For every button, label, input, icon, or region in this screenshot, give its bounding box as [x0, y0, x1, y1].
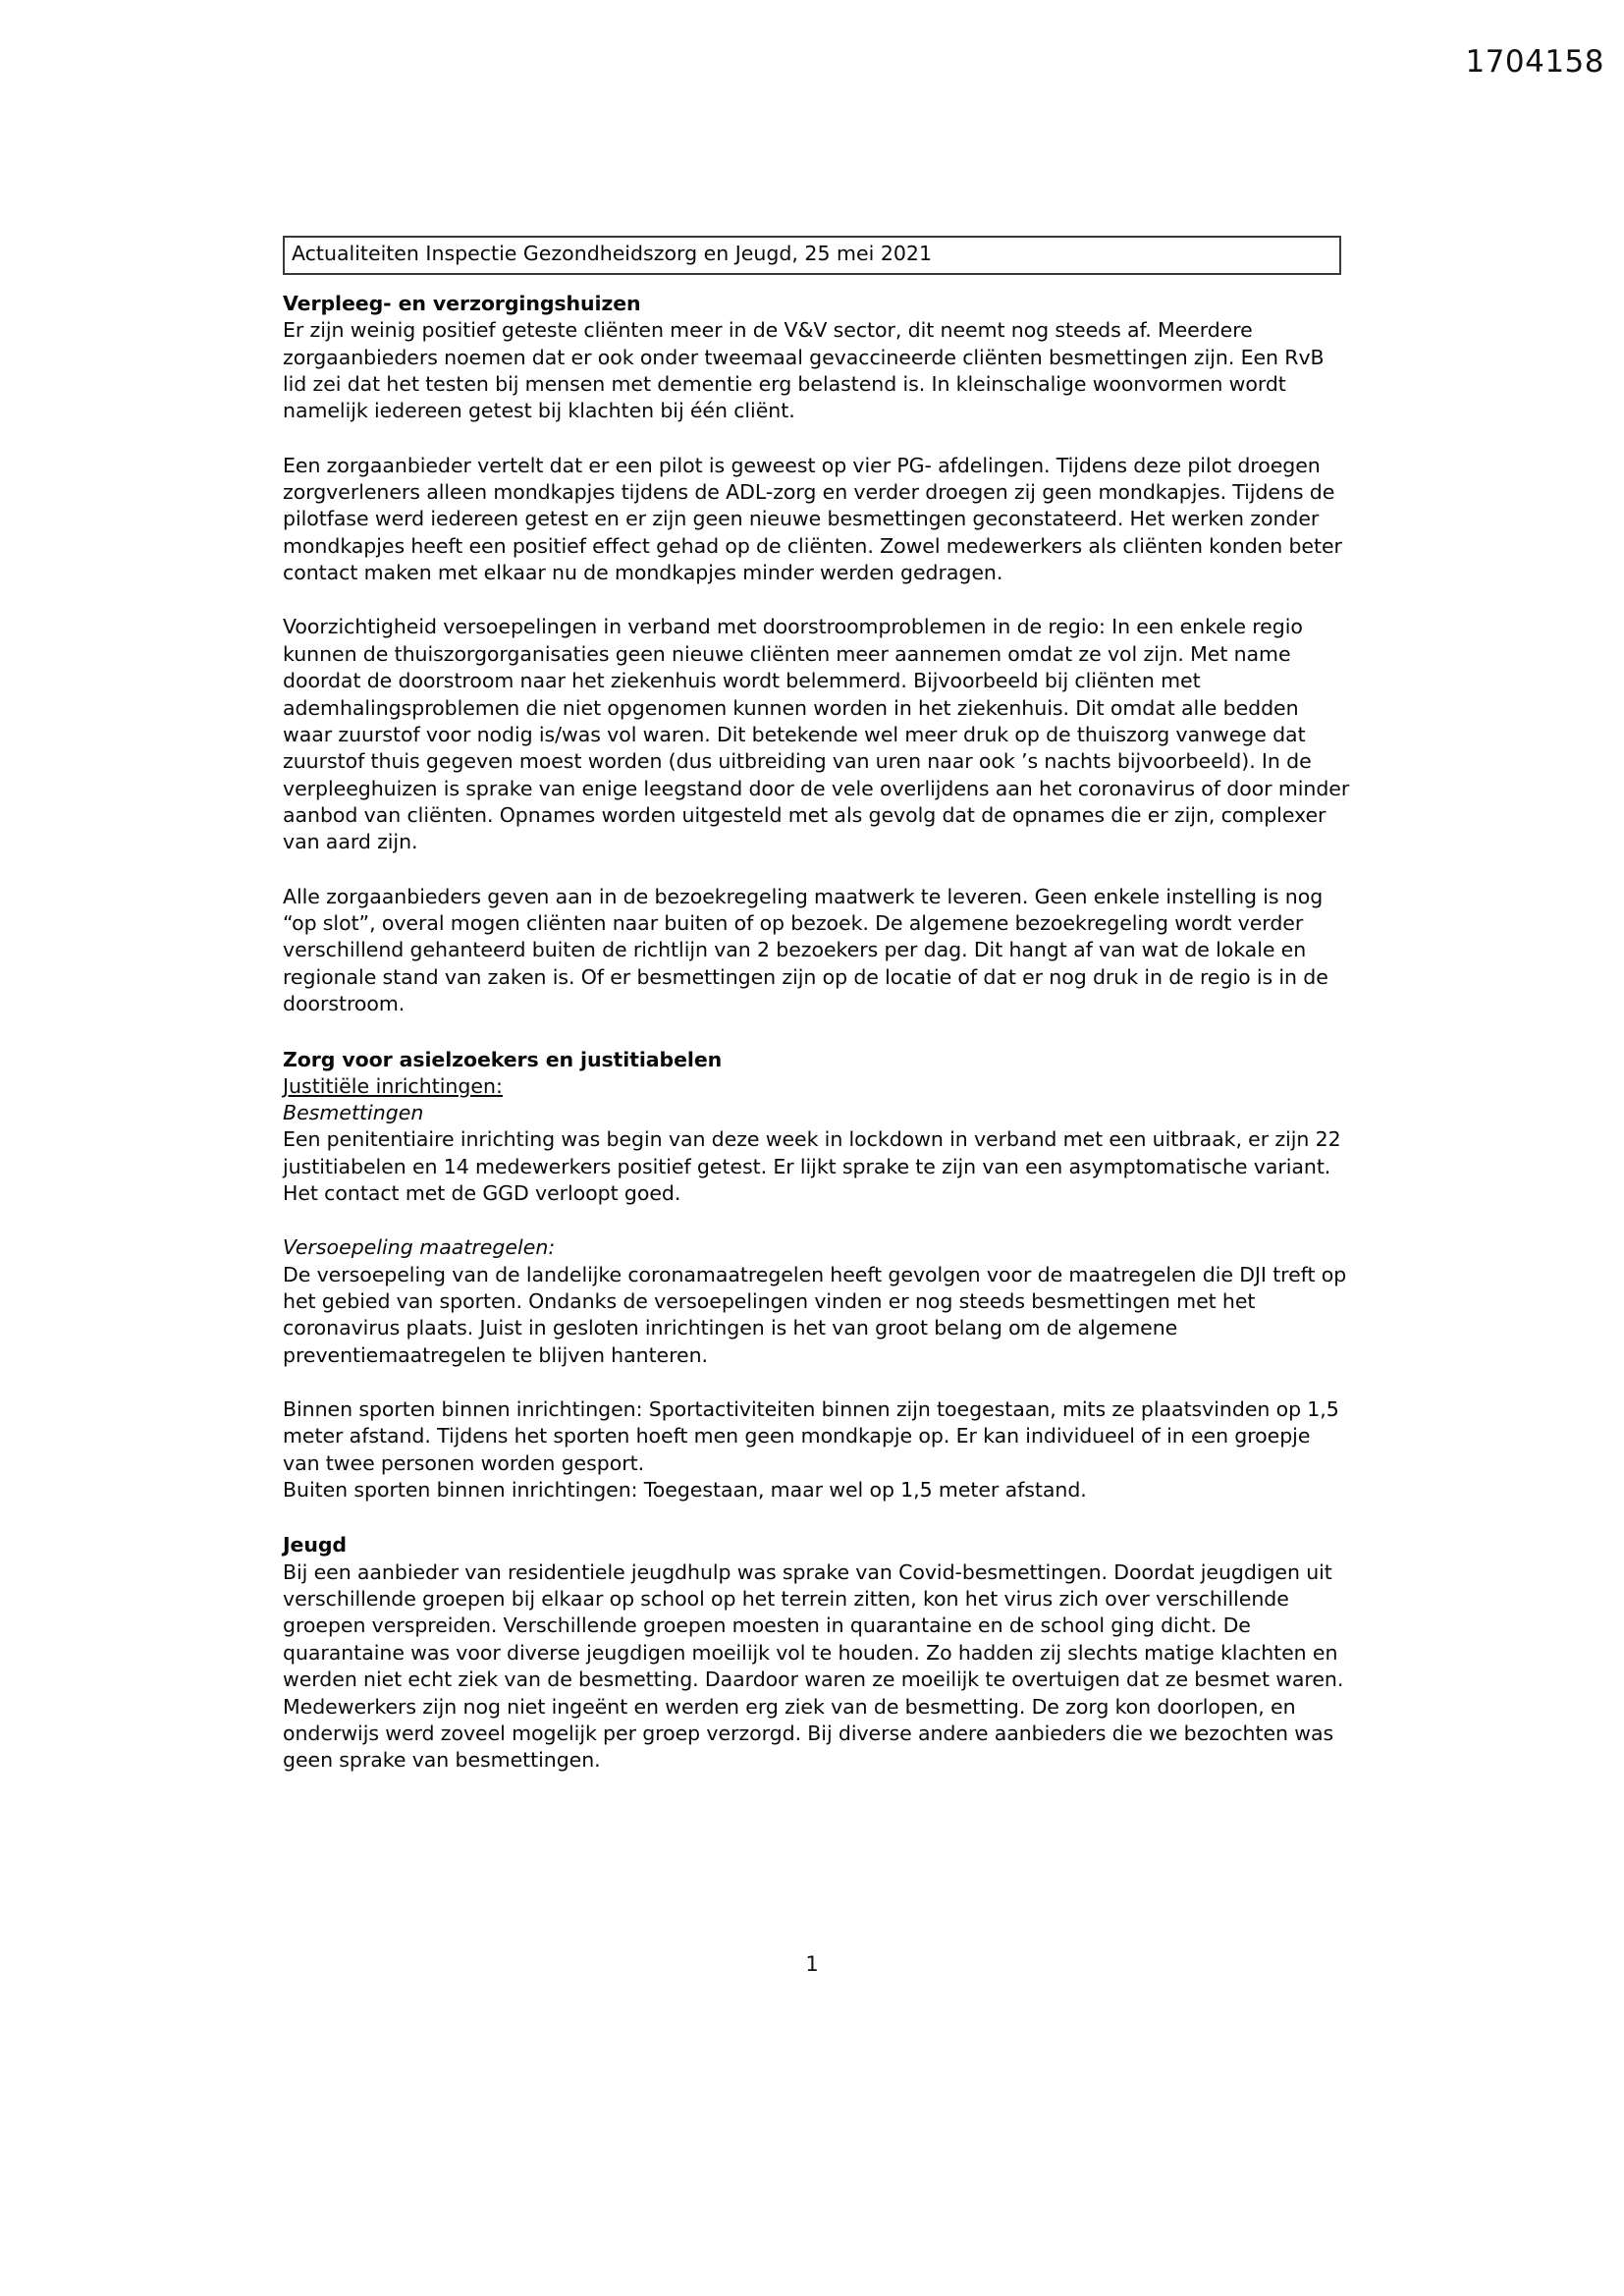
title-box [283, 236, 1341, 275]
paragraph: Binnen sporten binnen inrichtingen: Sportactiviteiten binnen zijn toegestaan, mits ze plaatsvinden op 1,5 meter afstand. Tijdens het sporten hoeft men geen mondkapje op. Er kan individueel of in een groepje van twee personen worden gesport. [283, 1397, 1339, 1475]
subheading-besmettingen: Besmettingen [283, 1101, 424, 1125]
section-heading-verpleeghuizen: Verpleeg- en verzorgingshuizen [283, 292, 641, 315]
paragraph: Buiten sporten binnen inrichtingen: Toegestaan, maar wel op 1,5 meter afstand. [283, 1478, 1087, 1503]
paragraph: Een zorgaanbieder vertelt dat er een pilot is geweest op vier PG- afdelingen. Tijdens deze pilot droegen zorgverleners alleen mondkapjes tijdens de ADL-zorg en verder droegen zij geen mondkapjes. Tijdens de pilotfase werd iedereen getest en er zijn geen nieuwe besmettingen geconstateerd. Het werken zonder mondkapjes heeft een positief effect gehad op de cliënten. Zowel medewerkers als cliënten konden beter contact maken met elkaar nu de mondkapjes minder werden gedragen. [283, 453, 1342, 585]
section-spacer [283, 1018, 1351, 1047]
paragraph-spacer [283, 1207, 1351, 1234]
section-heading-jeugd: Jeugd [283, 1533, 347, 1558]
paragraph: Bij een aanbieder van residentiele jeugdhulp was sprake van Covid-besmettingen. Doordat jeugdigen uit verschillende groepen bij elkaar op school op het terrein zitten, kon het virus zich over verschillende groepen verspreiden. Verschillende groepen moesten in quarantaine en de school ging dicht. De quarantaine was voor diverse jeugdigen moeilijk vol te houden. Zo hadden zij slechts matige klachten en werden niet echt ziek van de besmetting. Daardoor waren ze moeilijk te overtuigen dat ze besmet waren. Medewerkers zijn nog niet ingeënt en werden erg ziek van de besmetting. De zorg kon doorlopen, en onderwijs werd zoveel mogelijk per groep verzorgd. Bij diverse andere aanbieders die we bezochten was geen sprake van besmettingen. [283, 1559, 1344, 1773]
paragraph: Een penitentiaire inrichting was begin van deze week in lockdown in verband met een uitbraak, er zijn 22 justitiabelen en 14 medewerkers positief getest. Er lijkt sprake te zijn van een asymptomatische variant. Het contact met de GGD verloopt goed. [283, 1127, 1341, 1205]
page-number: 1 [805, 1952, 819, 1976]
paragraph: Alle zorgaanbieders geven aan in de bezoekregeling maatwerk te leveren. Geen enkele instelling is nog “op slot”, overal mogen cliënten naar buiten of op bezoek. De algemene bezoekregeling wordt verder verschillend gehanteerd buiten de richtlijn van 2 bezoekers per dag. Dit hangt af van wat de lokale en regionale stand van zaken is. Of er besmettingen zijn op de locatie of dat er nog druk in de regio is in de doorstroom. [283, 884, 1328, 1016]
document-body [283, 291, 1351, 1775]
document-title: Actualiteiten Inspectie Gezondheidszorg en Jeugd, 25 mei 2021 [292, 242, 932, 265]
paragraph-spacer [283, 425, 1351, 453]
paragraph-spacer [283, 1369, 1351, 1396]
section-spacer [283, 1503, 1351, 1532]
paragraph: De versoepeling van de landelijke coronamaatregelen heeft gevolgen voor de maatregelen die DJI treft op het gebied van sporten. Ondanks de versoepelingen vinden er nog steeds besmettingen met het coronavirus plaats. Juist in gesloten inrichtingen is het van groot belang om de algemene preventiemaatregelen te blijven hanteren. [283, 1262, 1347, 1367]
section-heading-asielzoekers: Zorg voor asielzoekers en justitiabelen [283, 1047, 723, 1071]
paragraph-spacer [283, 586, 1351, 614]
subheading-versoepeling-maatregelen: Versoepeling maatregelen: [283, 1235, 556, 1260]
subheading-justitiele-inrichtingen: Justitiële inrichtingen: [283, 1073, 503, 1098]
paragraph: Voorzichtigheid versoepelingen in verband met doorstroomproblemen in de regio: In een enkele regio kunnen de thuiszorgorganisaties geen nieuwe cliënten meer aannemen omdat ze vol zijn. Met name doordat de doorstroom naar het ziekenhuis wordt belemmerd. Bijvoorbeeld bij cliënten met ademhalingsproblemen die niet opgenomen kunnen worden in het ziekenhuis. Dit omdat alle bedden waar zuurstof voor nodig is/was vol waren. Dit betekende wel meer druk op de thuiszorg vanwege dat zuurstof thuis gegeven moest worden (dus uitbreiding van uren naar ook ’s nachts bijvoorbeeld). In de verpleeghuizen is sprake van enige leegstand door de vele overlijdens aan het coronavirus of door minder aanbod van cliënten. Opnames worden uitgesteld met als gevolg dat de opnames die er zijn, complexer van aard zijn. [283, 615, 1350, 854]
paragraph: Er zijn weinig positief geteste cliënten meer in de V&V sector, dit neemt nog steeds af. Meerdere zorgaanbieders noemen dat er ook onder tweemaal gevaccineerde cliënten besmettingen zijn. Een RvB lid zei dat het testen bij mensen met dementie erg belastend is. In kleinschalige woonvormen wordt namelijk iedereen getest bij klachten bij één cliënt. [283, 318, 1325, 423]
paragraph-spacer [283, 856, 1351, 884]
document-number: 1704158 [1465, 44, 1604, 80]
